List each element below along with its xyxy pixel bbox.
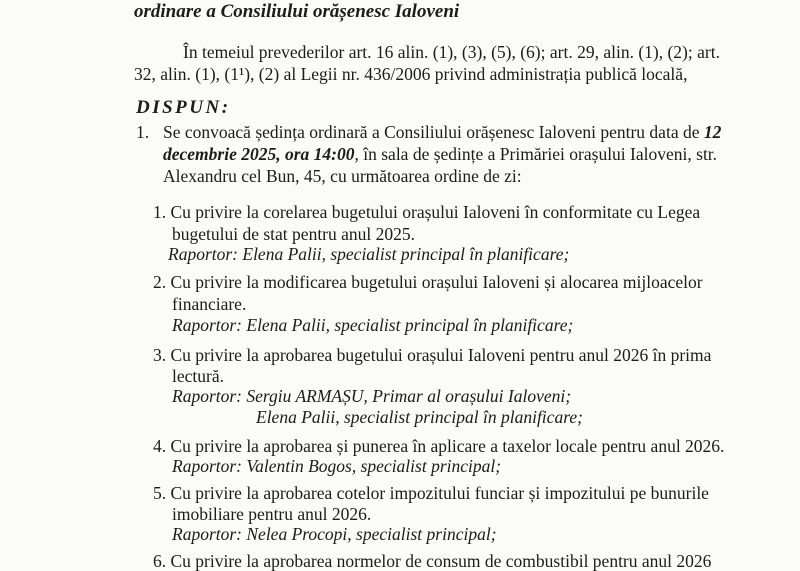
- paragraph-line: [163, 144, 717, 164]
- meeting-date-time: decembrie 2025, ora 14:00: [163, 144, 355, 164]
- agenda-item-2: 2. Cu privire la modificarea bugetului orașului Ialoveni și alocarea mijloacelor: [153, 272, 703, 292]
- agenda-item-1: 1. Cu privire la corelarea bugetului orașului Ialoveni în conformitate cu Legea: [153, 202, 701, 222]
- agenda-item-2-cont: financiare.: [172, 294, 247, 314]
- document-title: ordinare a Consiliului orășenesc Ialoveni: [134, 1, 460, 22]
- agenda-item-4: 4. Cu privire la aprobarea și punerea în aplicare a taxelor locale pentru anul 2026.: [153, 436, 725, 456]
- agenda-item-1-cont: bugetului de stat pentru anul 2025.: [172, 224, 416, 244]
- paragraph-text: , în sala de ședințe a Primăriei orașului Ialoveni, str.: [354, 144, 718, 164]
- agenda-item-3-raportor: Raportor: Sergiu ARMAȘU, Primar al orașului Ialoveni;: [172, 386, 572, 406]
- dispun-heading: DISPUN:: [136, 97, 231, 118]
- paragraph-number: 1.: [136, 122, 150, 142]
- agenda-item-5: 5. Cu privire la aprobarea cotelor impozitului funciar și impozitului pe bunurile: [153, 483, 709, 503]
- agenda-item-3-raportor-2: Elena Palii, specialist principal în planificare;: [256, 407, 583, 427]
- agenda-item-4-raportor: Raportor: Valentin Bogos, specialist principal;: [172, 456, 502, 476]
- meeting-date-day: 12: [703, 122, 722, 142]
- agenda-item-5-raportor: Raportor: Nelea Procopi, specialist principal;: [172, 524, 497, 544]
- paragraph-line: [163, 122, 721, 142]
- agenda-item-5-cont: imobiliare pentru anul 2026.: [172, 504, 372, 524]
- preamble-line: În temeiul prevederilor art. 16 alin. (1), (3), (5), (6); art. 29, alin. (1), (2); art.: [183, 42, 720, 62]
- agenda-item-3: 3. Cu privire la aprobarea bugetului orașului Ialoveni pentru anul 2026 în prima: [153, 345, 712, 365]
- paragraph-line: Alexandru cel Bun, 45, cu următoarea ordine de zi:: [163, 166, 522, 186]
- paragraph-text: Se convoacă ședința ordinară a Consiliului orășenesc Ialoveni pentru data de: [163, 122, 704, 142]
- preamble-line: 32, alin. (1), (1¹), (2) al Legii nr. 436/2006 privind administrația publică locală,: [134, 64, 688, 84]
- agenda-item-1-raportor: Raportor: Elena Palii, specialist principal în planificare;: [168, 244, 570, 264]
- agenda-item-6: 6. Cu privire la aprobarea normelor de consum de combustibil pentru anul 2026: [153, 551, 712, 571]
- agenda-item-2-raportor: Raportor: Elena Palii, specialist principal în planificare;: [172, 315, 574, 335]
- agenda-item-3-cont: lectură.: [172, 366, 224, 386]
